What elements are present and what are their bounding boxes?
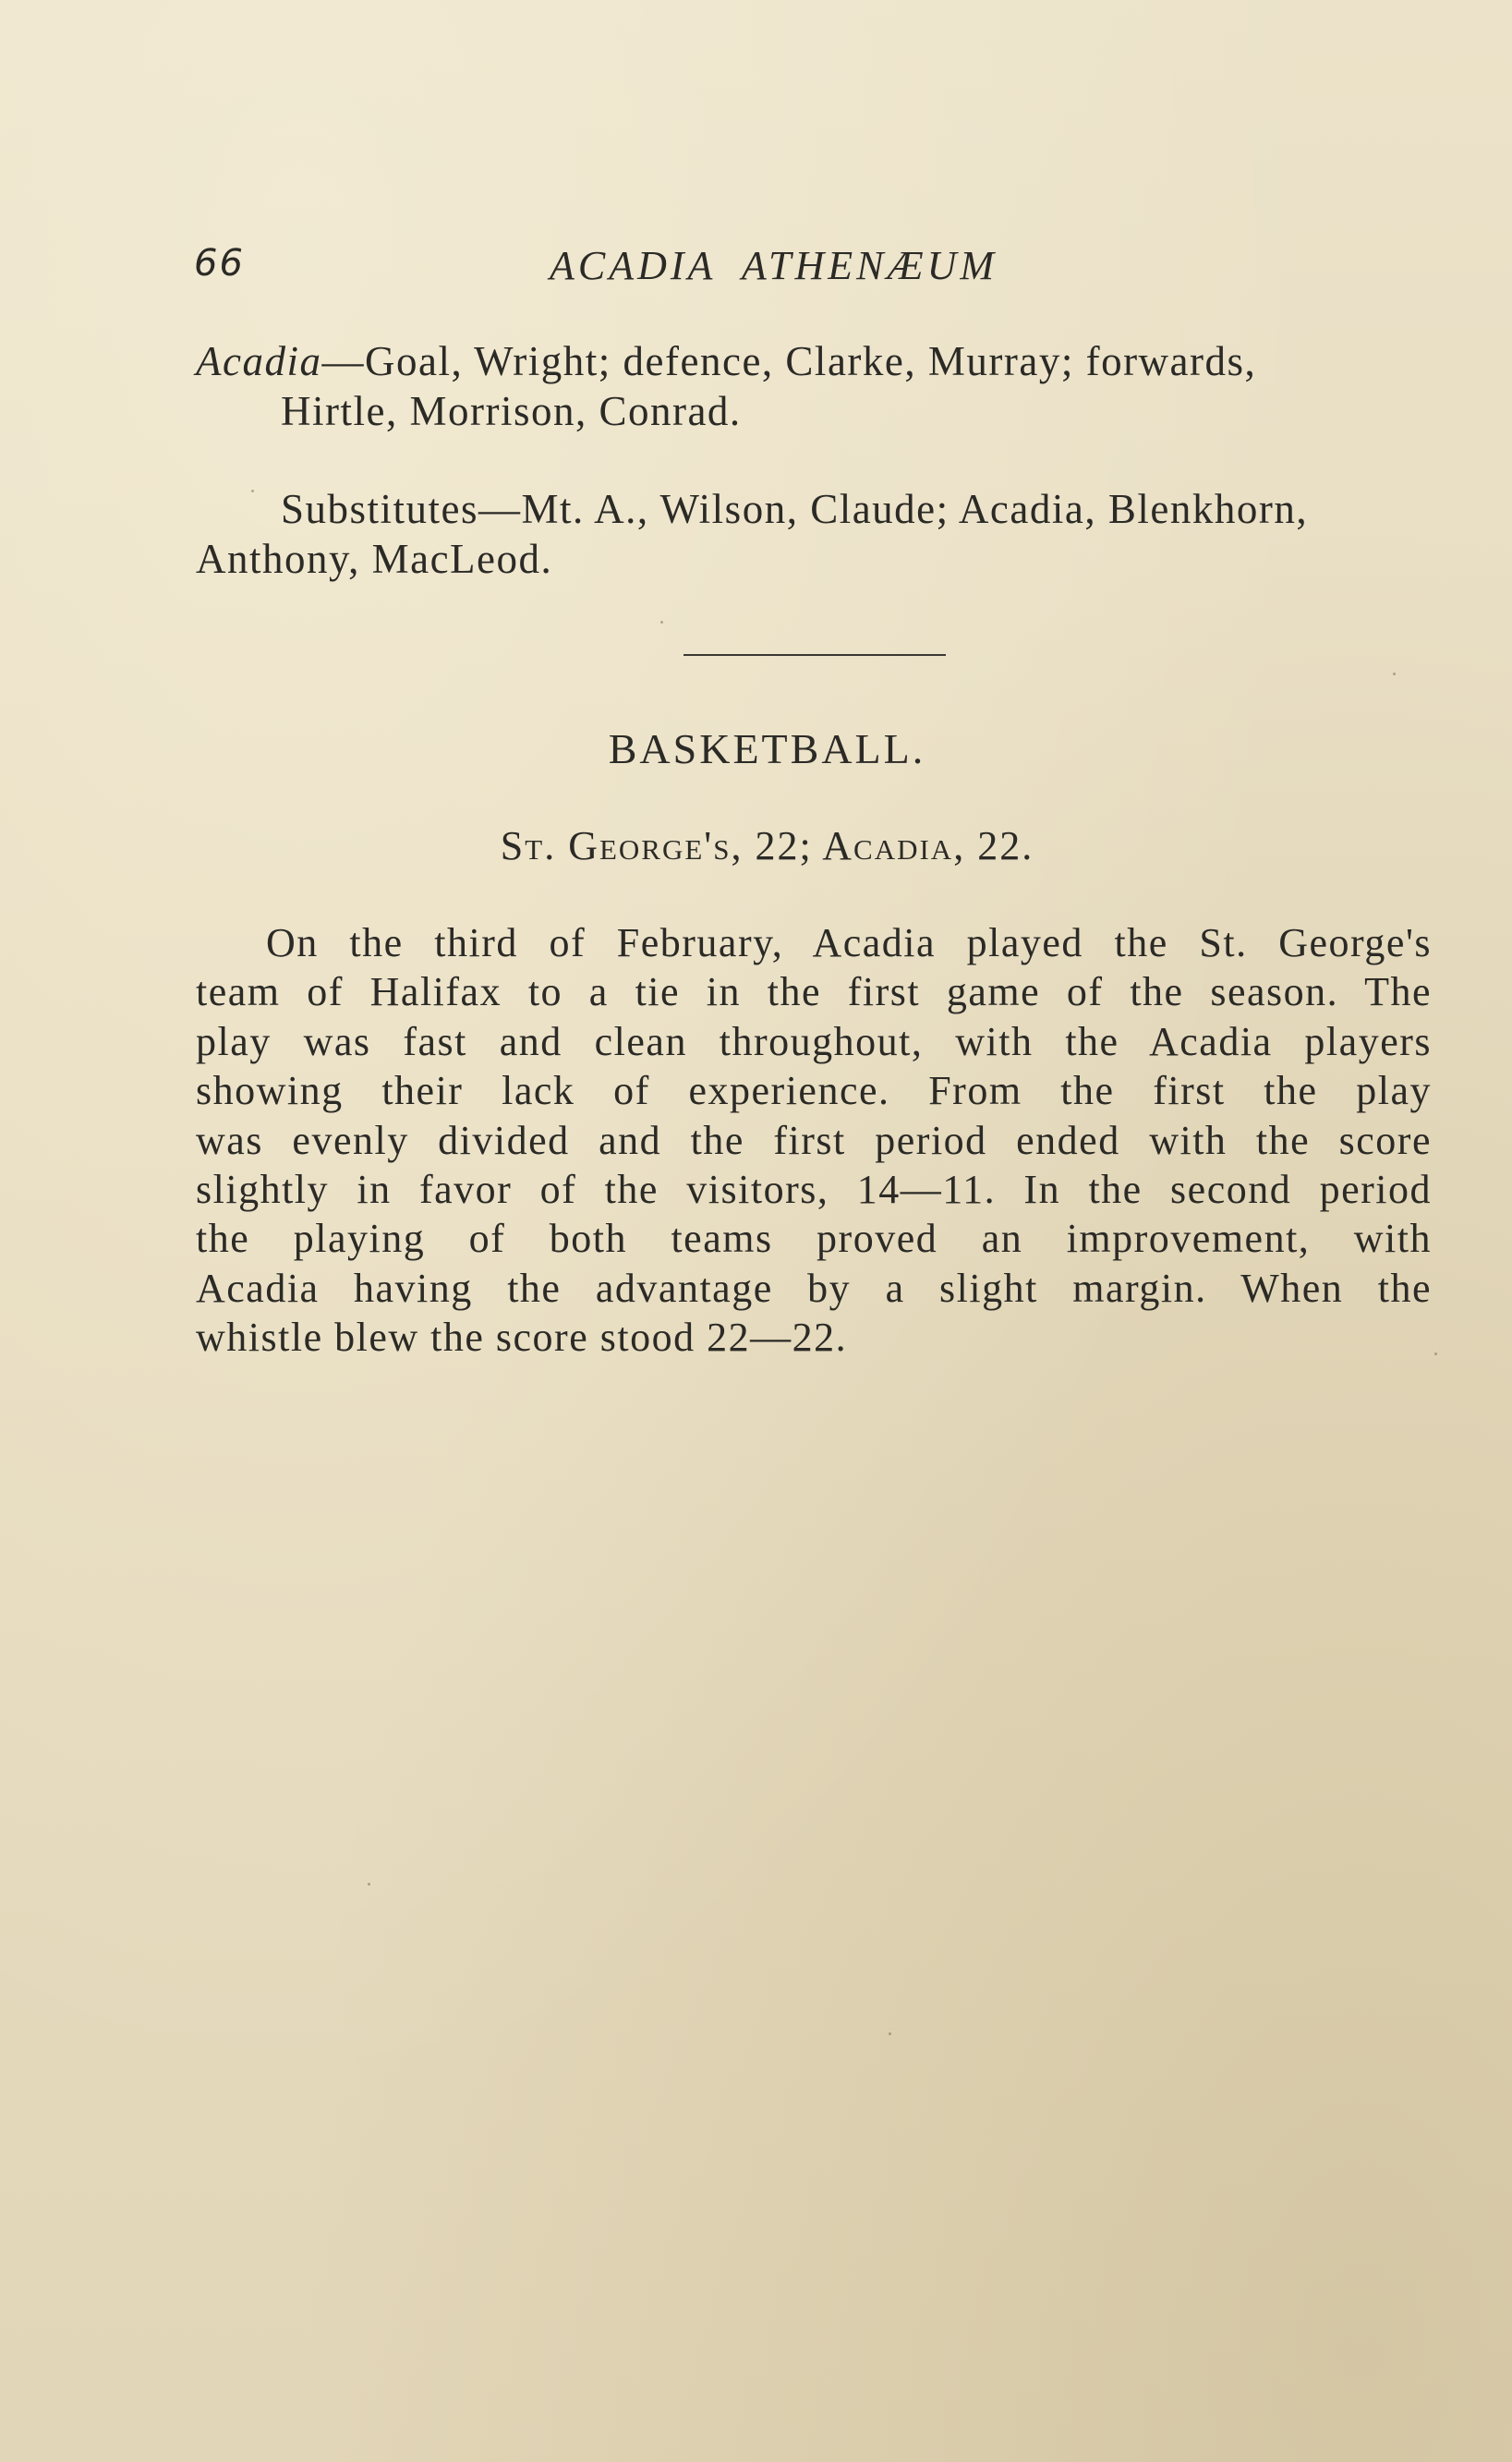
journal-title: ACADIA ATHENÆUM <box>550 243 998 288</box>
lineup-line-1 <box>196 336 1433 386</box>
report-line: Acadia having the advantage by a slight margin. When the <box>196 1265 1432 1311</box>
report-line: slightly in favor of the visitors, 14—11. In the second period <box>196 1167 1432 1213</box>
report-line: showing their lack of experience. From the first the play <box>196 1068 1432 1114</box>
hockey-lineup <box>196 336 1433 436</box>
paper-speck <box>1393 673 1396 675</box>
substitutes-line-2: Anthony, MacLeod. <box>196 536 553 582</box>
lineup-line-2: Hirtle, Morrison, Conrad. <box>281 388 742 434</box>
paper-speck <box>889 2032 891 2035</box>
report-line: was evenly divided and the first period ended with the score <box>196 1117 1432 1163</box>
paper-speck <box>660 621 663 624</box>
game-report <box>196 918 1432 1363</box>
section-divider <box>683 654 946 656</box>
lineup-team-name: Acadia <box>196 338 322 384</box>
paper-speck <box>368 1883 370 1886</box>
lineup-positions: —Goal, Wright; defence, Clarke, Murray; forwards, <box>321 338 1257 384</box>
report-line: whistle blew the score stood 22—22. <box>196 1315 848 1361</box>
score-line: St. George's, 22; Acadia, 22. <box>500 823 1034 868</box>
report-line: the playing of both teams proved an improvement, with <box>196 1216 1432 1262</box>
report-line: team of Halifax to a tie in the first game of the season. The <box>196 969 1432 1015</box>
substitutes-line-1: Substitutes—Mt. A., Wilson, Claude; Acadia, Blenkhorn, <box>281 486 1309 532</box>
hockey-substitutes <box>196 484 1433 584</box>
report-line: On the third of February, Acadia played the St. George's <box>266 920 1432 965</box>
report-line: play was fast and clean throughout, with the Acadia players <box>196 1018 1432 1064</box>
section-title: BASKETBALL. <box>608 725 926 772</box>
page-number: 66 <box>194 242 245 285</box>
running-head <box>194 242 1118 297</box>
paper-speck <box>1434 1352 1437 1355</box>
paper-speck <box>251 490 254 492</box>
